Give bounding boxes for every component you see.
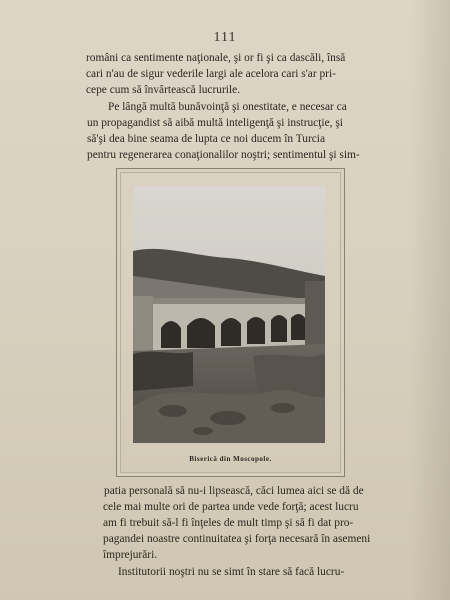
page-number: 111 <box>213 30 237 45</box>
text-line: un propagandist să aibă multă inteligenţă şi instrucţie, şi <box>87 117 343 129</box>
text-line: să'şi dea bine seama de lupta ce noi ducem în Turcia <box>87 133 326 145</box>
text-line: Pe lângă multă bunăvoinţă şi onestitate, e necesar ca <box>108 101 347 113</box>
text-line: împrejurări. <box>103 549 158 561</box>
figure-caption: Biserică din Moscopole. <box>189 455 272 463</box>
text-line: cele mai multe ori de partea unde vede forţă; acest lucru <box>103 501 359 513</box>
text-line: români ca sentimente naţionale, şi or fi şi ca dascăli, însă <box>86 52 346 64</box>
text-line: cepe cum să învârtească lucrurile. <box>86 84 241 96</box>
text-line: pagandei noastre continuitatea şi forţa necesară în asemeni <box>103 533 371 545</box>
text-line: cari n'au de sigur vederile largi ale acelora cari s'ar pri- <box>86 68 336 80</box>
text-line: am fi trebuit să-l fi înţeles de mult timp şi să fi dat pro- <box>103 517 354 529</box>
text-line: patia personală să nu-i lipsească, căci lumea aici se dă de <box>104 485 364 497</box>
text-line: pentru regenerarea conaţionalilor noştri; sentimentul şi sim- <box>87 149 360 161</box>
church-photograph <box>133 186 325 443</box>
page-edge-shadow <box>410 0 450 600</box>
text-line: Institutorii noştri nu se simt în stare să facă lucru- <box>118 566 345 578</box>
